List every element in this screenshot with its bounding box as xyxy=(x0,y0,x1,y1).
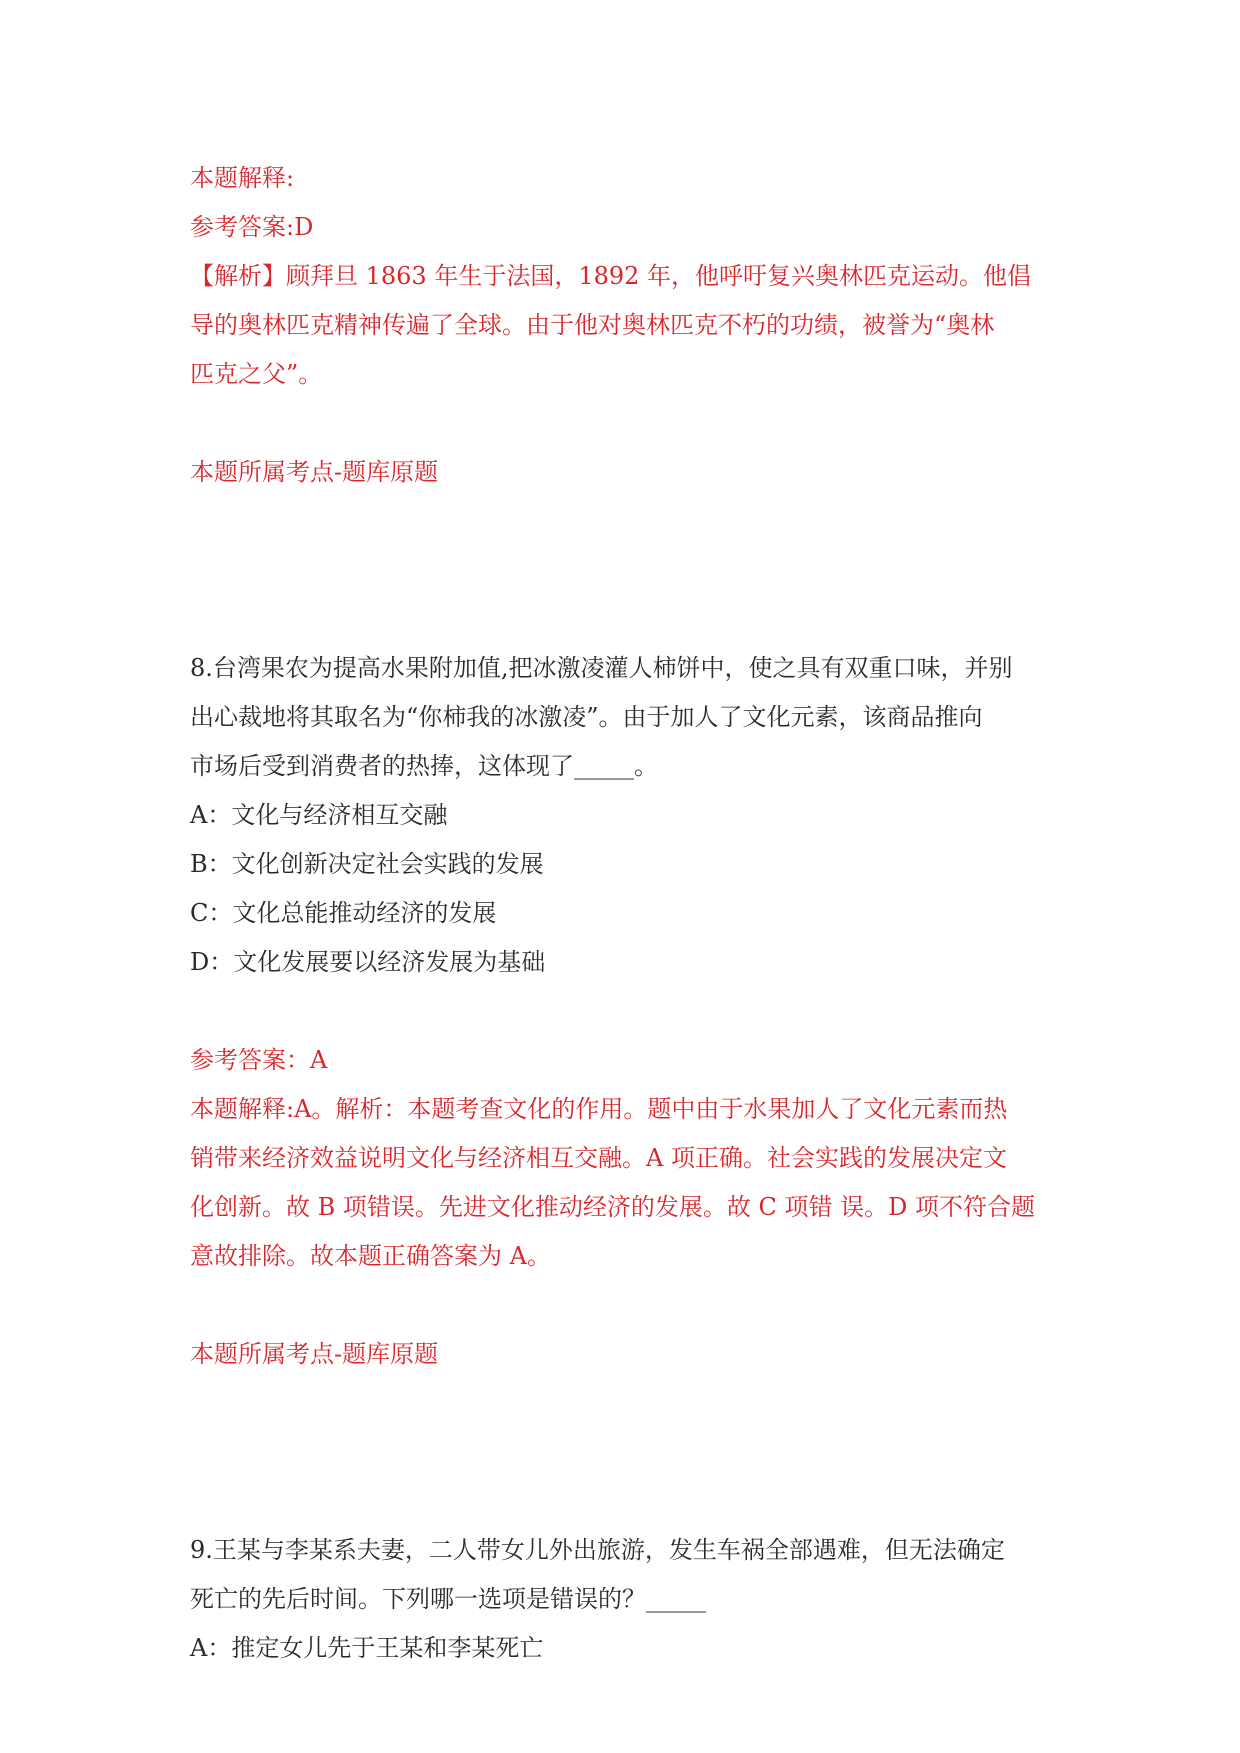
q7-analysis-line: 匹克之父”。 xyxy=(190,360,323,388)
q8-option-b: B：文化创新决定社会实践的发展 xyxy=(190,850,544,878)
q7-analysis xyxy=(190,252,1060,399)
q8-stem-line: 8.台湾果农为提高水果附加值,把冰激凌灌人柿饼中，使之具有双重口味，并别 xyxy=(190,654,1013,682)
q8-option-c: C：文化总能推动经济的发展 xyxy=(190,899,497,927)
q8-answer: 参考答案：A xyxy=(190,1046,328,1074)
q8-explanation-line: 化创新。故 B 项错误。先进文化推动经济的发展。故 C 项错 误。D 项不符合题 xyxy=(190,1193,1036,1221)
q8-explanation-line: 本题解释:A。解析：本题考查文化的作用。题中由于水果加人了文化元素而热 xyxy=(190,1095,1008,1123)
q9-stem xyxy=(190,1526,1060,1624)
q8-explanation-line: 意故排除。故本题正确答案为 A。 xyxy=(190,1242,551,1270)
q7-topic: 本题所属考点-题库原题 xyxy=(190,458,439,486)
q7-analysis-line: 导的奥林匹克精神传遍了全球。由于他对奥林匹克不朽的功绩，被誉为“奥林 xyxy=(190,311,995,339)
q7-answer: 参考答案:D xyxy=(190,213,314,241)
q8-topic: 本题所属考点-题库原题 xyxy=(190,1340,439,1368)
q8-option-d: D：文化发展要以经济发展为基础 xyxy=(190,948,546,976)
q9-stem-line: 9.王某与李某系夫妻，二人带女儿外出旅游，发生车祸全部遇难，但无法确定 xyxy=(190,1536,1005,1564)
q7-explanation-label: 本题解释: xyxy=(190,164,295,192)
q8-explanation-line: 销带来经济效益说明文化与经济相互交融。A 项正确。社会实践的发展决定文 xyxy=(190,1144,1007,1172)
q9-stem-line: 死亡的先后时间。下列哪一选项是错误的？_____ xyxy=(190,1585,706,1613)
q8-stem-line: 出心裁地将其取名为“你柿我的冰激凌”。由于加人了文化元素，该商品推向 xyxy=(190,703,983,731)
q7-analysis-line: 【解析】顾拜旦 1863 年生于法国，1892 年，他呼吁复兴奥林匹克运动。他倡 xyxy=(190,262,1032,290)
q9-option-a: A：推定女儿先于王某和李某死亡 xyxy=(190,1634,544,1662)
q8-stem xyxy=(190,644,1060,791)
q8-stem-line: 市场后受到消费者的热捧，这体现了_____。 xyxy=(190,752,658,780)
q9-options xyxy=(190,1624,1060,1673)
q8-options xyxy=(190,791,1060,987)
q8-option-a: A：文化与经济相互交融 xyxy=(190,801,448,829)
q8-explanation xyxy=(190,1085,1060,1281)
exam-page-content xyxy=(190,154,1060,1673)
